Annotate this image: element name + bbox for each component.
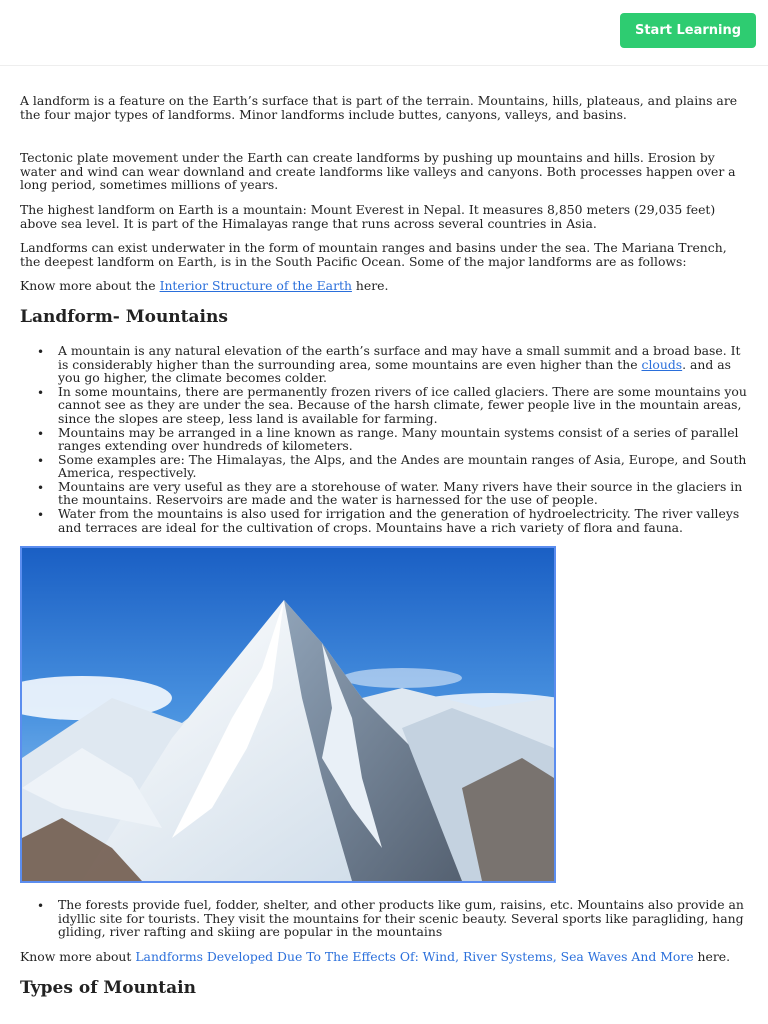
heading-types-of-mountain: Types of Mountain [20, 977, 196, 998]
bullet-dot-icon: • [37, 899, 45, 914]
mountain-photo [20, 546, 556, 883]
list-item [20, 507, 750, 534]
clouds-link[interactable]: clouds [641, 356, 683, 372]
tectonic-paragraph: Tectonic plate movement under the Earth can create landforms by pushing up mountains and hills. Erosion by water and wind can wear downland and create landforms like valleys and canyons. Both processes happen over a long period, sometimes millions of years. [20, 150, 736, 193]
list-item [20, 898, 750, 939]
list-item [20, 385, 750, 426]
bullet-dot-icon: • [37, 385, 45, 400]
landforms-effects-link[interactable]: Landforms Developed Due To The Effects Of: Wind, River Systems, Sea Waves And More [135, 949, 694, 965]
article-content [20, 94, 750, 998]
list-item [20, 344, 750, 385]
know-more-interior [20, 279, 750, 293]
mountain-facts-list-continued [20, 898, 750, 939]
mountain-illustration [22, 548, 554, 881]
interior-structure-link[interactable]: Interior Structure of the Earth [159, 278, 352, 294]
know-more-landforms [20, 950, 750, 964]
know-more-prefix: Know more about the [20, 278, 160, 294]
bullet-dot-icon: • [37, 453, 45, 468]
start-learning-button[interactable]: Start Learning [620, 13, 756, 48]
know-more-prefix: Know more about [20, 949, 136, 965]
intro-paragraph: A landform is a feature on the Earth’s surface that is part of the terrain. Mountains, hills, plateaus, and plains are the four major types of landforms. Minor landforms include buttes, canyons, valleys, and basins. [20, 93, 738, 122]
bullet-text-continued: . and as you go higher, the climate becomes colder. [58, 356, 732, 386]
bullet-text: The forests provide fuel, fodder, shelter, and other products like gum, raisins, etc. Mountains also provide an idyllic site for tourists. They visit the mountains for their scenic beauty. Several sports like paragliding, hang gliding, river rafting and skiing are popular in the mountains [58, 897, 744, 940]
mountain-facts-list [20, 344, 750, 534]
bullet-dot-icon: • [37, 344, 45, 359]
heading-landform-mountains: Landform- Mountains [20, 306, 228, 327]
list-item [20, 480, 750, 507]
bullet-dot-icon: • [37, 508, 45, 523]
bullet-text: Some examples are: The Himalayas, the Alps, and the Andes are mountain ranges of Asia, Europe, and South America, respectively. [58, 451, 747, 481]
top-bar [0, 0, 768, 66]
bullet-text: In some mountains, there are permanently frozen rivers of ice called glaciers. There are some mountains you cannot see as they are under the sea. Because of the harsh climate, fewer people live in the mountain areas, since the slopes are steep, less land is available for farming. [58, 383, 747, 426]
bullet-dot-icon: • [37, 480, 45, 495]
bullet-text: Mountains are very useful as they are a storehouse of water. Many rivers have their source in the glaciers in the mountains. Reservoirs are made and the water is harnessed for the use of people. [58, 478, 743, 508]
bullet-text: A mountain is any natural elevation of the earth’s surface and may have a small summit and a broad base. It is considerably higher than the surrounding area, some mountains are even higher than the [58, 342, 741, 372]
bullet-text: Mountains may be arranged in a line known as range. Many mountain systems consist of a series of parallel ranges extending over hundreds of kilometers. [58, 424, 739, 454]
know-more-suffix: here. [351, 278, 389, 294]
list-item [20, 426, 750, 453]
list-item [20, 453, 750, 480]
underwater-paragraph: Landforms can exist underwater in the form of mountain ranges and basins under the sea. The Mariana Trench, the deepest landform on Earth, is in the South Pacific Ocean. Some of the major landforms are as follows: [20, 240, 727, 269]
highest-landform-paragraph: The highest landform on Earth is a mountain: Mount Everest in Nepal. It measures 8,850 meters (29,035 feet) above sea level. It is part of the Himalayas range that runs across several countries in Asia. [20, 201, 716, 231]
know-more-suffix: here. [693, 949, 731, 965]
bullet-text: Water from the mountains is also used for irrigation and the generation of hydroelectricity. The river valleys and terraces are ideal for the cultivation of crops. Mountains have a rich variety of flora and fauna. [58, 506, 740, 535]
bullet-dot-icon: • [37, 426, 45, 441]
